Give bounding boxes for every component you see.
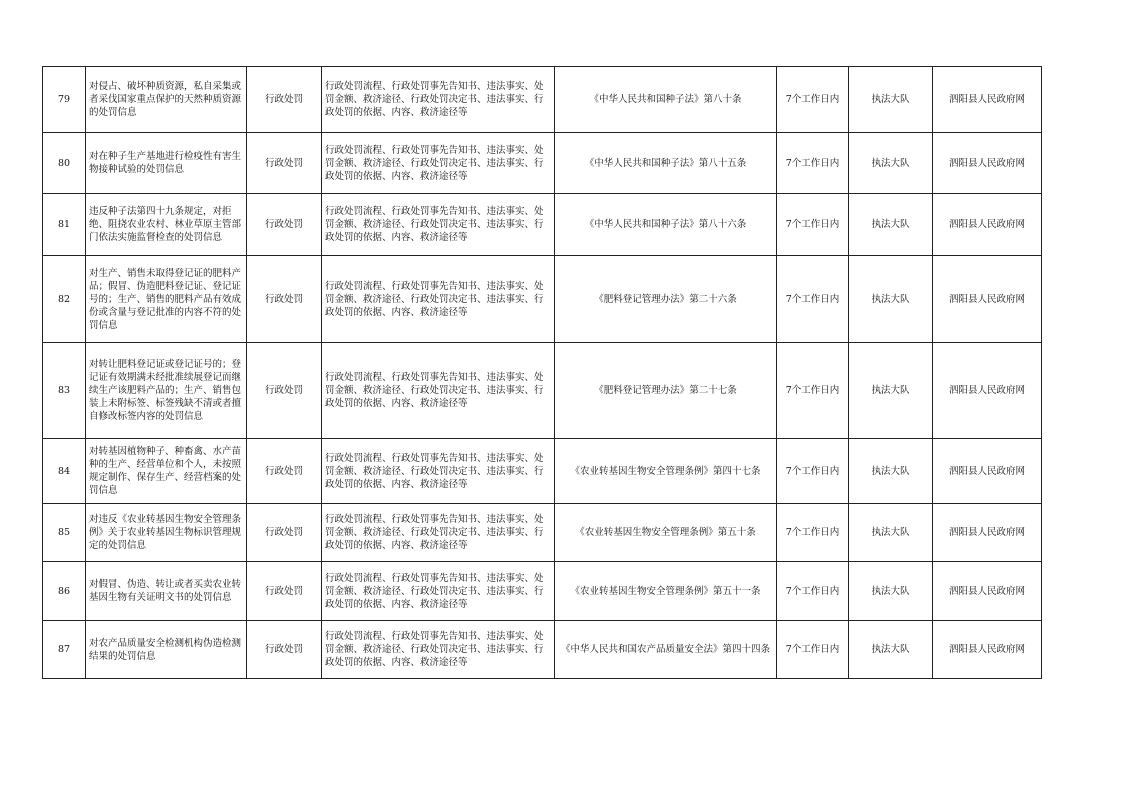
item-type: 行政处罚 (247, 194, 322, 256)
table-row (43, 621, 1042, 679)
table-row (43, 343, 1042, 439)
legal-basis: 《中华人民共和国种子法》第八十条 (555, 67, 777, 133)
item-name: 对转基因植物种子、种畜禽、水产苗种的生产、经营单位和个人，未按照规定制作、保存生产、经营档案的处罚信息 (86, 439, 247, 504)
disclosure-content: 行政处罚流程、行政处罚事先告知书、违法事实、处罚金额、救济途径、行政处罚决定书、违法事实、行政处罚的依据、内容、救济途径等 (322, 194, 555, 256)
disclosure-channel: 泗阳县人民政府网 (933, 439, 1042, 504)
time-limit: 7个工作日内 (777, 67, 849, 133)
item-type: 行政处罚 (247, 256, 322, 343)
row-number: 85 (43, 504, 86, 562)
item-type: 行政处罚 (247, 562, 322, 621)
legal-basis: 《中华人民共和国种子法》第八十六条 (555, 194, 777, 256)
row-number: 84 (43, 439, 86, 504)
disclosure-channel: 泗阳县人民政府网 (933, 504, 1042, 562)
legal-basis: 《农业转基因生物安全管理条例》第四十七条 (555, 439, 777, 504)
disclosure-table (42, 66, 1042, 679)
time-limit: 7个工作日内 (777, 194, 849, 256)
time-limit: 7个工作日内 (777, 133, 849, 194)
row-number: 86 (43, 562, 86, 621)
item-name: 违反种子法第四十九条规定，对拒绝、阻挠农业农村、林业草原主管部门依法实施监督检查的处罚信息 (86, 194, 247, 256)
item-name: 对违反《农业转基因生物安全管理条例》关于农业转基因生物标识管理规定的处罚信息 (86, 504, 247, 562)
time-limit: 7个工作日内 (777, 439, 849, 504)
table-row (43, 256, 1042, 343)
item-type: 行政处罚 (247, 439, 322, 504)
time-limit: 7个工作日内 (777, 343, 849, 439)
time-limit: 7个工作日内 (777, 256, 849, 343)
disclosure-content: 行政处罚流程、行政处罚事先告知书、违法事实、处罚金额、救济途径、行政处罚决定书、违法事实、行政处罚的依据、内容、救济途径等 (322, 343, 555, 439)
disclosure-content: 行政处罚流程、行政处罚事先告知书、违法事实、处罚金额、救济途径、行政处罚决定书、违法事实、行政处罚的依据、内容、救济途径等 (322, 439, 555, 504)
time-limit: 7个工作日内 (777, 504, 849, 562)
item-name: 对侵占、破坏种质资源，私自采集或者采伐国家重点保护的天然种质资源的处罚信息 (86, 67, 247, 133)
item-name: 对农产品质量安全检测机构伪造检测结果的处罚信息 (86, 621, 247, 679)
table-row (43, 562, 1042, 621)
responsible-dept: 执法大队 (849, 256, 933, 343)
table-row (43, 67, 1042, 133)
disclosure-channel: 泗阳县人民政府网 (933, 621, 1042, 679)
disclosure-channel: 泗阳县人民政府网 (933, 67, 1042, 133)
row-number: 83 (43, 343, 86, 439)
responsible-dept: 执法大队 (849, 621, 933, 679)
disclosure-channel: 泗阳县人民政府网 (933, 343, 1042, 439)
item-name: 对生产、销售未取得登记证的肥料产品；假冒、伪造肥料登记证、登记证号的；生产、销售的肥料产品有效成份或含量与登记批准的内容不符的处罚信息 (86, 256, 247, 343)
disclosure-channel: 泗阳县人民政府网 (933, 194, 1042, 256)
item-name: 对转让肥料登记证或登记证号的；登记证有效期满未经批准续展登记而继续生产该肥料产品的；生产、销售包装上未附标签、标签残缺不清或者擅自修改标签内容的处罚信息 (86, 343, 247, 439)
legal-basis: 《肥料登记管理办法》第二十六条 (555, 256, 777, 343)
disclosure-content: 行政处罚流程、行政处罚事先告知书、违法事实、处罚金额、救济途径、行政处罚决定书、违法事实、行政处罚的依据、内容、救济途径等 (322, 133, 555, 194)
responsible-dept: 执法大队 (849, 504, 933, 562)
disclosure-channel: 泗阳县人民政府网 (933, 256, 1042, 343)
legal-basis: 《中华人民共和国种子法》第八十五条 (555, 133, 777, 194)
disclosure-channel: 泗阳县人民政府网 (933, 133, 1042, 194)
legal-basis: 《农业转基因生物安全管理条例》第五十条 (555, 504, 777, 562)
disclosure-content: 行政处罚流程、行政处罚事先告知书、违法事实、处罚金额、救济途径、行政处罚决定书、违法事实、行政处罚的依据、内容、救济途径等 (322, 621, 555, 679)
legal-basis: 《农业转基因生物安全管理条例》第五十一条 (555, 562, 777, 621)
item-name: 对假冒、伪造、转让或者买卖农业转基因生物有关证明文书的处罚信息 (86, 562, 247, 621)
row-number: 82 (43, 256, 86, 343)
item-type: 行政处罚 (247, 621, 322, 679)
responsible-dept: 执法大队 (849, 67, 933, 133)
time-limit: 7个工作日内 (777, 562, 849, 621)
table-row (43, 194, 1042, 256)
row-number: 87 (43, 621, 86, 679)
responsible-dept: 执法大队 (849, 562, 933, 621)
disclosure-content: 行政处罚流程、行政处罚事先告知书、违法事实、处罚金额、救济途径、行政处罚决定书、违法事实、行政处罚的依据、内容、救济途径等 (322, 562, 555, 621)
responsible-dept: 执法大队 (849, 133, 933, 194)
item-type: 行政处罚 (247, 133, 322, 194)
item-type: 行政处罚 (247, 343, 322, 439)
responsible-dept: 执法大队 (849, 194, 933, 256)
disclosure-content: 行政处罚流程、行政处罚事先告知书、违法事实、处罚金额、救济途径、行政处罚决定书、违法事实、行政处罚的依据、内容、救济途径等 (322, 256, 555, 343)
item-type: 行政处罚 (247, 504, 322, 562)
disclosure-channel: 泗阳县人民政府网 (933, 562, 1042, 621)
table-row (43, 504, 1042, 562)
disclosure-content: 行政处罚流程、行政处罚事先告知书、违法事实、处罚金额、救济途径、行政处罚决定书、违法事实、行政处罚的依据、内容、救济途径等 (322, 67, 555, 133)
disclosure-content: 行政处罚流程、行政处罚事先告知书、违法事实、处罚金额、救济途径、行政处罚决定书、违法事实、行政处罚的依据、内容、救济途径等 (322, 504, 555, 562)
legal-basis: 《肥料登记管理办法》第二十七条 (555, 343, 777, 439)
row-number: 81 (43, 194, 86, 256)
responsible-dept: 执法大队 (849, 439, 933, 504)
row-number: 79 (43, 67, 86, 133)
item-name: 对在种子生产基地进行检疫性有害生物接种试验的处罚信息 (86, 133, 247, 194)
legal-basis: 《中华人民共和国农产品质量安全法》第四十四条 (555, 621, 777, 679)
table-row (43, 133, 1042, 194)
time-limit: 7个工作日内 (777, 621, 849, 679)
row-number: 80 (43, 133, 86, 194)
item-type: 行政处罚 (247, 67, 322, 133)
table-row (43, 439, 1042, 504)
responsible-dept: 执法大队 (849, 343, 933, 439)
